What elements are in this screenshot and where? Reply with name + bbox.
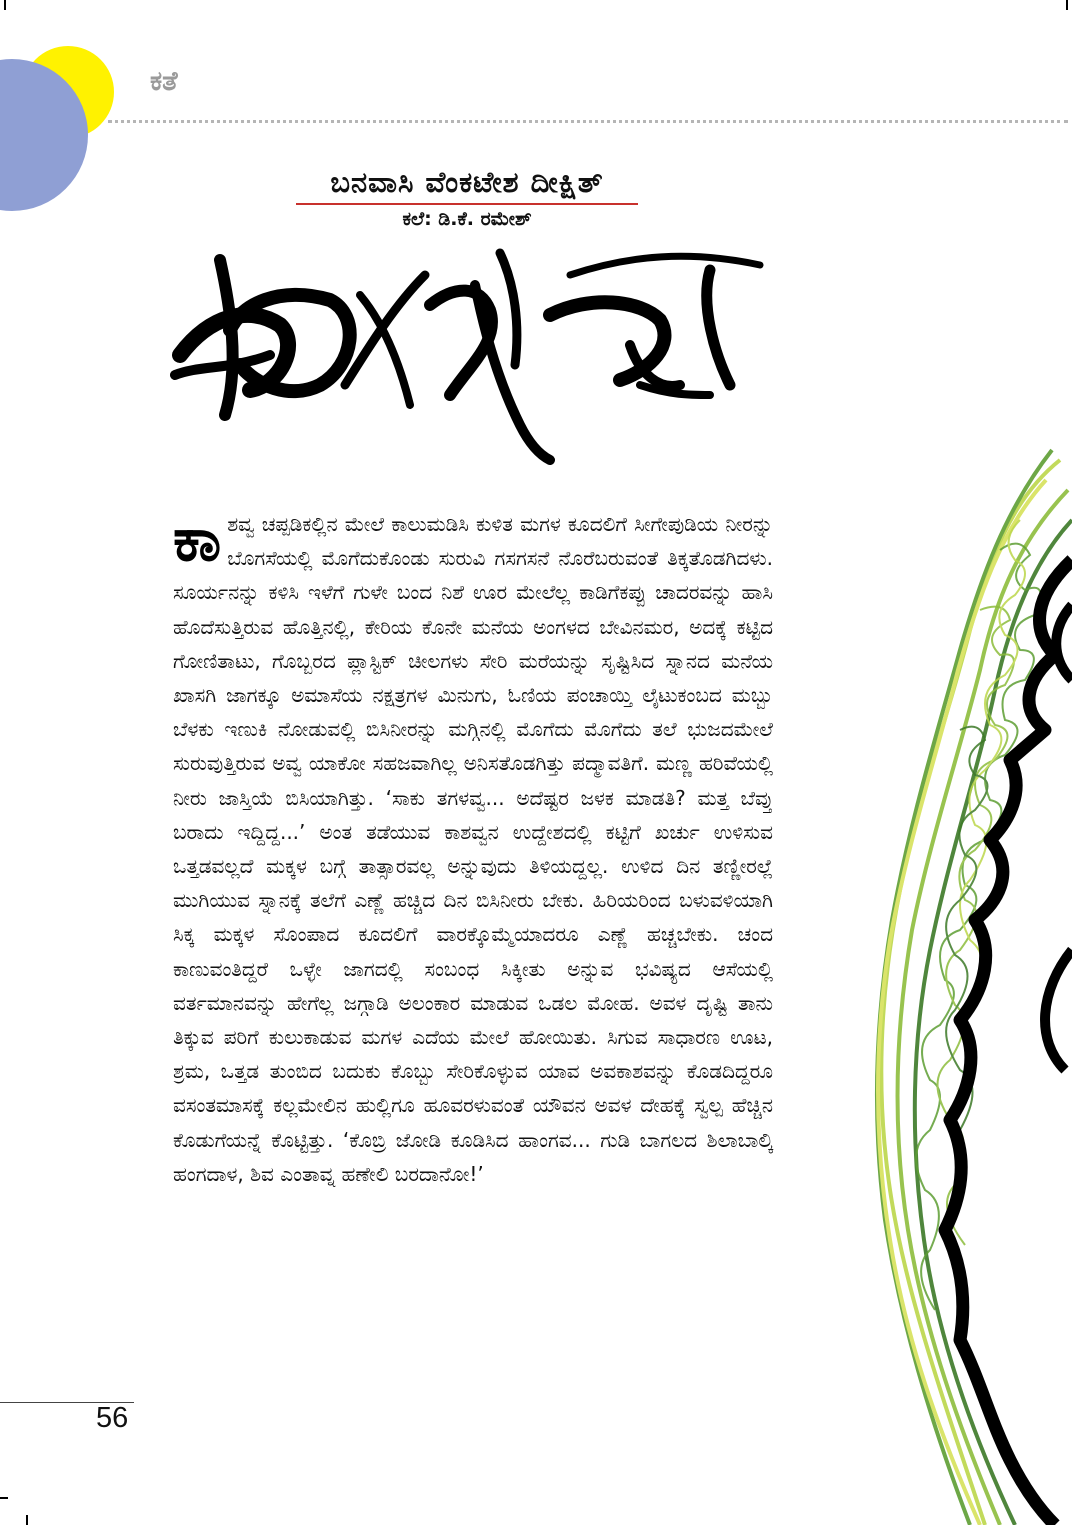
crop-mark [1066,0,1068,10]
article-body-text: ಶವ್ವ ಚಪ್ಪಡಿಕಲ್ಲಿನ ಮೇಲೆ ಕಾಲುಮಡಿಸಿ ಕುಳಿತ ಮಗಳ ಕೂದಲಿಗೆ ಸೀಗೇಪುಡಿಯ ನೀರನ್ನು ಬೊಗಸೆಯಲ್ಲಿ ಮೊಗೆದುಕೊಂಡು ಸುರುವಿ ಗಸಗಸನೆ ನೊರೆಬರುವಂತೆ ತಿಕ್ಕತೊಡಗಿದಳು. ಸೂರ್ಯನನ್ನು ಕಳಿಸಿ ಇಳೆಗೆ ಗುಳೇ ಬಂದ ನಿಶೆ ಊರ ಮೇಲೆಲ್ಲ ಕಾಡಿಗೆಕಪ್ಪು ಚಾದರವನ್ನು ಹಾಸಿ ಹೊದೆಸುತ್ತಿರುವ ಹೊತ್ತಿನಲ್ಲಿ, ಕೇರಿಯ ಕೊನೇ ಮನೆಯ ಅಂಗಳದ ಬೇವಿನಮರ, ಅದಕ್ಕೆ ಕಟ್ಟಿದ ಗೋಣಿತಾಟು, ಗೊಬ್ಬರದ ಪ್ಲಾಸ್ಟಿಕ್ ಚೀಲಗಳು ಸೇರಿ ಮರೆಯನ್ನು ಸೃಷ್ಟಿಸಿದ ಸ್ನಾನದ ಮನೆಯ ಖಾಸಗಿ ಜಾಗಕ್ಕೂ ಅಮಾಸೆಯ ನಕ್ಷತ್ರಗಳ ಮಿನುಗು, ಓಣಿಯ ಪಂಚಾಯ್ತಿ ಲೈಟುಕಂಬದ ಮಬ್ಬು ಬೆಳಕು ಇಣುಕಿ ನೋಡುವಲ್ಲಿ ಬಿಸಿನೀರನ್ನು ಮಗ್ಗಿನಲ್ಲಿ ಮೊಗೆದು ಮೊಗೆದು ತಲೆ ಭುಜದಮೇಲೆ ಸುರುವುತ್ತಿರುವ ಅವ್ವ ಯಾಕೋ ಸಹಜವಾಗಿಲ್ಲ ಅನಿಸತೊಡಗಿತ್ತು ಪದ್ಮಾವತಿಗೆ. ಮಣ್ಣ ಹರಿವೆಯಲ್ಲಿ ನೀರು ಜಾಸ್ತಿಯೆ ಬಿಸಿಯಾಗಿತ್ತು. ‘ಸಾಕು ತಗಳವ್ವ... ಅದೆಷ್ಟರ ಜಳಕ ಮಾಡತಿ? ಮತ್ತ ಬೆವ್ತು ಬರಾದು ಇದ್ದಿದ್ದ...’ ಅಂತ ತಡೆಯುವ ಕಾಶವ್ವನ ಉದ್ದೇಶದಲ್ಲಿ ಕಟ್ಟಿಗೆ ಖರ್ಚು ಉಳಿಸುವ ಒತ್ತಡವಲ್ಲದೆ ಮಕ್ಕಳ ಬಗ್ಗೆ ತಾತ್ಸಾರವಲ್ಲ ಅನ್ನುವುದು ತಿಳಿಯದ್ದಲ್ಲ. ಉಳಿದ ದಿನ ತಣ್ಣೀರಲ್ಲೆ ಮುಗಿಯುವ ಸ್ನಾನಕ್ಕೆ ತಲೆಗೆ ಎಣ್ಣೆ ಹಚ್ಚಿದ ದಿನ ಬಿಸಿನೀರು ಬೇಕು. ಹಿರಿಯರಿಂದ ಬಳುವಳಿಯಾಗಿ ಸಿಕ್ಕ ಮಕ್ಕಳ ಸೊಂಪಾದ ಕೂದಲಿಗೆ ವಾರಕ್ಕೊಮ್ಮೆಯಾದರೂ ಎಣ್ಣೆ ಹಚ್ಚಬೇಕು. ಚಂದ ಕಾಣುವಂತಿದ್ದರೆ ಒಳ್ಳೇ ಜಾಗದಲ್ಲಿ ಸಂಬಂಧ ಸಿಕ್ಕೀತು ಅನ್ನುವ ಭವಿಷ್ಯದ ಆಸೆಯಲ್ಲಿ ವರ್ತಮಾನವನ್ನು ಹೇಗೆಲ್ಲ ಜಗ್ಗಾಡಿ ಅಲಂಕಾರ ಮಾಡುವ ಒಡಲ ಮೋಹ. ಅವಳ ದೃಷ್ಟಿ ತಾನು ತಿಕ್ಕುವ ಪರಿಗೆ ಕುಲುಕಾಡುವ ಮಗಳ ಎದೆಯ ಮೇಲೆ ಹೋಯಿತು. ಸಿಗುವ ಸಾಧಾರಣ ಊಟ, ಶ್ರಮ, ಒತ್ತಡ ತುಂಬಿದ ಬದುಕು ಕೊಬ್ಬು ಸೇರಿಕೊಳ್ಳುವ ಯಾವ ಅವಕಾಶವನ್ನು ಕೊಡದಿದ್ದರೂ ವಸಂತಮಾಸಕ್ಕೆ ಕಲ್ಲಮೇಲಿನ ಹುಲ್ಲಿಗೂ ಹೂವರಳುವಂತೆ ಯೌವನ ಅವಳ ದೇಹಕ್ಕೆ ಸ್ವಲ್ಪ ಹೆಚ್ಚಿನ ಕೊಡುಗೆಯನ್ನೆ ಕೊಟ್ಟಿತ್ತು. ‘ಕೊಬ್ರಿ ಜೋಡಿ ಕೂಡಿಸಿದ ಹಾಂಗವ... ಗುಡಿ ಬಾಗಲದ ಶಿಲಾಬಾಲ್ಕಿ ಹಂಗದಾಳ, ಶಿವ ಎಂತಾವ್ನ ಹಣೇಲಿ ಬರದಾನೋ!’ [173,512,773,1186]
page-number: 56 [96,1402,129,1434]
author-name: ಬನವಾಸಿ ವೆಂಕಟೇಶ ದೀಕ್ಷಿತ್ [330,165,604,199]
illustration-credit: ಕಲೆ: ಡಿ.ಕೆ. ರಮೇಶ್ [402,208,532,230]
crop-mark [4,0,6,10]
title-calligraphy [170,245,770,470]
crop-mark [0,1497,8,1499]
author-underline [296,203,638,205]
section-label: ಕತೆ [150,66,178,97]
drop-cap: ಕಾ [173,505,222,575]
article-body [173,507,773,1191]
crop-mark [26,1515,28,1525]
scribble-illustration [820,430,1072,1525]
decorative-circles [0,40,130,215]
dotted-divider [108,120,1068,123]
